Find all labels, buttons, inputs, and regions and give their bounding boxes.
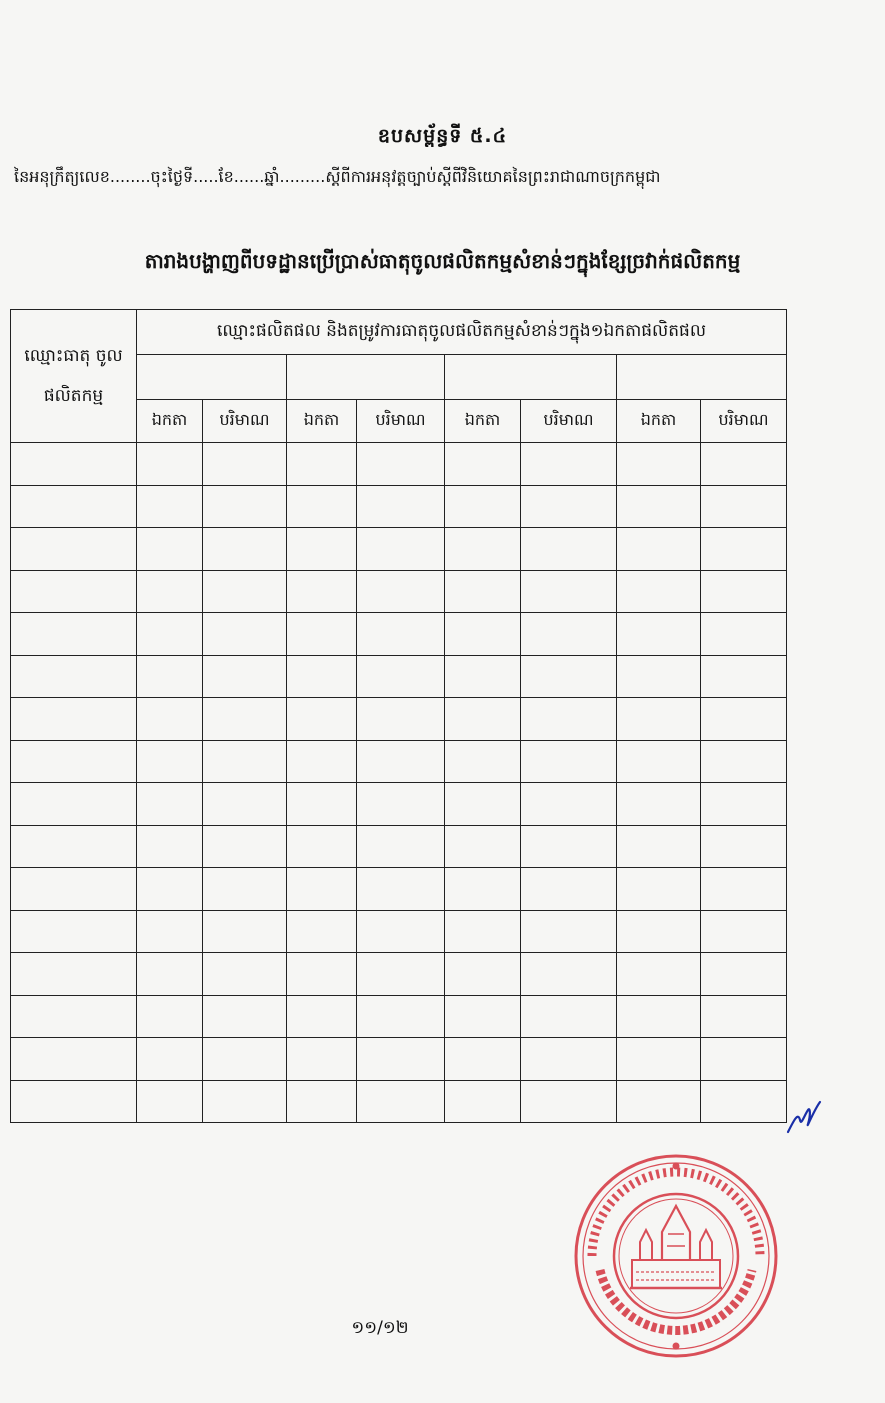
blank-cell xyxy=(521,740,617,783)
blank-cell xyxy=(701,953,787,996)
page-number: ១១/១២ xyxy=(351,1318,409,1338)
blank-cell xyxy=(11,528,137,571)
table-row xyxy=(11,740,787,783)
blank-cell xyxy=(521,910,617,953)
blank-cell xyxy=(357,655,445,698)
table-row xyxy=(11,485,787,528)
input-name-header: ឈ្មោះធាតុ ចូលផលិតកម្ម xyxy=(11,310,137,443)
blank-cell xyxy=(11,825,137,868)
input-usage-table xyxy=(10,309,787,1123)
blank-cell xyxy=(287,740,357,783)
table-row xyxy=(11,570,787,613)
table-row xyxy=(11,1038,787,1081)
blank-cell xyxy=(357,783,445,826)
blank-cell xyxy=(287,910,357,953)
blank-cell xyxy=(357,613,445,656)
table-row xyxy=(11,825,787,868)
blank-cell xyxy=(445,528,521,571)
blank-cell xyxy=(445,825,521,868)
blank-cell xyxy=(11,698,137,741)
blank-cell xyxy=(617,570,701,613)
product-name-cell xyxy=(445,355,617,400)
blank-cell xyxy=(137,825,203,868)
blank-cell xyxy=(617,740,701,783)
annex-title: ឧបសម្ព័ន្ធទី ៥.៤ xyxy=(377,125,508,147)
blank-cell xyxy=(521,1038,617,1081)
blank-cell xyxy=(357,1038,445,1081)
signature-icon xyxy=(784,1098,824,1138)
blank-cell xyxy=(617,613,701,656)
blank-cell xyxy=(137,570,203,613)
blank-cell xyxy=(137,613,203,656)
blank-cell xyxy=(701,910,787,953)
unit-header: ឯកតា xyxy=(617,400,701,443)
blank-cell xyxy=(445,570,521,613)
blank-cell xyxy=(137,443,203,486)
blank-cell xyxy=(11,910,137,953)
product-name-cell xyxy=(617,355,787,400)
blank-cell xyxy=(137,1038,203,1081)
table-row xyxy=(11,528,787,571)
blank-cell xyxy=(521,528,617,571)
blank-cell xyxy=(203,698,287,741)
blank-cell xyxy=(521,995,617,1038)
blank-cell xyxy=(445,655,521,698)
table-row xyxy=(11,953,787,996)
blank-cell xyxy=(701,698,787,741)
blank-cell xyxy=(203,868,287,911)
blank-cell xyxy=(287,995,357,1038)
blank-cell xyxy=(521,698,617,741)
blank-cell xyxy=(287,570,357,613)
blank-cell xyxy=(11,443,137,486)
blank-cell xyxy=(11,740,137,783)
blank-cell xyxy=(357,1080,445,1123)
blank-cell xyxy=(203,528,287,571)
blank-cell xyxy=(287,783,357,826)
blank-cell xyxy=(617,783,701,826)
blank-cell xyxy=(701,825,787,868)
table-row xyxy=(11,995,787,1038)
blank-cell xyxy=(137,783,203,826)
quantity-header: បរិមាណ xyxy=(521,400,617,443)
blank-cell xyxy=(11,485,137,528)
blank-cell xyxy=(11,655,137,698)
blank-cell xyxy=(617,443,701,486)
blank-cell xyxy=(357,910,445,953)
quantity-header: បរិមាណ xyxy=(701,400,787,443)
blank-cell xyxy=(445,443,521,486)
blank-cell xyxy=(203,1038,287,1081)
blank-cell xyxy=(445,783,521,826)
blank-cell xyxy=(445,613,521,656)
blank-cell xyxy=(287,1038,357,1081)
blank-cell xyxy=(357,485,445,528)
blank-cell xyxy=(287,953,357,996)
blank-cell xyxy=(203,783,287,826)
table-title: តារាងបង្ហាញពីបទដ្ឋានប្រើប្រាស់ធាតុចូលផលិតកម្មសំខាន់ៗក្នុងខ្សែច្រវាក់ផលិតកម្ម xyxy=(144,249,741,273)
blank-cell xyxy=(137,953,203,996)
blank-cell xyxy=(287,528,357,571)
blank-cell xyxy=(357,570,445,613)
blank-cell xyxy=(287,613,357,656)
blank-cell xyxy=(137,740,203,783)
blank-cell xyxy=(357,868,445,911)
blank-cell xyxy=(203,443,287,486)
blank-cell xyxy=(521,868,617,911)
blank-cell xyxy=(617,1080,701,1123)
blank-cell xyxy=(521,485,617,528)
blank-cell xyxy=(137,655,203,698)
blank-cell xyxy=(203,825,287,868)
blank-cell xyxy=(521,783,617,826)
blank-cell xyxy=(287,655,357,698)
unit-header: ឯកតា xyxy=(137,400,203,443)
blank-cell xyxy=(617,868,701,911)
blank-cell xyxy=(617,485,701,528)
blank-cell xyxy=(701,1038,787,1081)
blank-cell xyxy=(11,953,137,996)
table-row xyxy=(11,613,787,656)
blank-cell xyxy=(445,1038,521,1081)
table-row xyxy=(11,783,787,826)
blank-cell xyxy=(701,613,787,656)
blank-cell xyxy=(445,995,521,1038)
blank-cell xyxy=(445,868,521,911)
blank-cell xyxy=(445,740,521,783)
blank-cell xyxy=(701,1080,787,1123)
blank-cell xyxy=(701,740,787,783)
blank-cell xyxy=(521,570,617,613)
blank-cell xyxy=(701,528,787,571)
blank-cell xyxy=(11,613,137,656)
blank-cell xyxy=(445,910,521,953)
blank-cell xyxy=(445,698,521,741)
table-row xyxy=(11,910,787,953)
table-row xyxy=(11,868,787,911)
blank-cell xyxy=(521,825,617,868)
blank-cell xyxy=(137,485,203,528)
blank-cell xyxy=(521,613,617,656)
blank-cell xyxy=(203,995,287,1038)
blank-cell xyxy=(287,698,357,741)
blank-cell xyxy=(617,698,701,741)
blank-cell xyxy=(701,995,787,1038)
blank-cell xyxy=(203,740,287,783)
blank-cell xyxy=(287,485,357,528)
quantity-header: បរិមាណ xyxy=(203,400,287,443)
blank-cell xyxy=(203,910,287,953)
blank-cell xyxy=(701,485,787,528)
blank-cell xyxy=(11,570,137,613)
blank-cell xyxy=(137,698,203,741)
blank-cell xyxy=(617,655,701,698)
blank-cell xyxy=(357,825,445,868)
blank-cell xyxy=(11,1038,137,1081)
table-row xyxy=(11,1080,787,1123)
table-row xyxy=(11,443,787,486)
blank-cell xyxy=(137,1080,203,1123)
blank-cell xyxy=(287,1080,357,1123)
blank-cell xyxy=(701,443,787,486)
blank-cell xyxy=(521,953,617,996)
blank-cell xyxy=(137,910,203,953)
blank-cell xyxy=(617,528,701,571)
blank-cell xyxy=(287,443,357,486)
blank-cell xyxy=(203,613,287,656)
blank-cell xyxy=(137,995,203,1038)
blank-cell xyxy=(357,698,445,741)
blank-cell xyxy=(617,953,701,996)
table-row xyxy=(11,655,787,698)
blank-cell xyxy=(137,868,203,911)
blank-cell xyxy=(701,868,787,911)
blank-cell xyxy=(137,528,203,571)
table-row xyxy=(11,698,787,741)
blank-cell xyxy=(521,655,617,698)
blank-cell xyxy=(203,485,287,528)
blank-cell xyxy=(287,868,357,911)
blank-cell xyxy=(701,783,787,826)
blank-cell xyxy=(445,953,521,996)
blank-cell xyxy=(357,443,445,486)
blank-cell xyxy=(203,1080,287,1123)
blank-cell xyxy=(701,570,787,613)
blank-cell xyxy=(203,655,287,698)
blank-cell xyxy=(521,443,617,486)
blank-cell xyxy=(617,1038,701,1081)
annex-reference: នៃអនុក្រឹត្យលេខ........ចុះថ្ងៃទី.....ខែ......ឆ្នាំ.........ស្តីពីការអនុវត្តច្បាប់ស្តីពីវិនិយោគនៃព្រះរាជាណាចក្រកម្ពុជា xyxy=(14,167,661,186)
product-name-cell xyxy=(137,355,287,400)
blank-cell xyxy=(357,953,445,996)
blank-cell xyxy=(617,825,701,868)
quantity-header: បរិមាណ xyxy=(357,400,445,443)
blank-cell xyxy=(617,995,701,1038)
blank-cell xyxy=(445,485,521,528)
blank-cell xyxy=(617,910,701,953)
blank-cell xyxy=(445,1080,521,1123)
blank-cell xyxy=(11,995,137,1038)
unit-header: ឯកតា xyxy=(287,400,357,443)
blank-cell xyxy=(357,528,445,571)
blank-cell xyxy=(287,825,357,868)
blank-cell xyxy=(11,1080,137,1123)
blank-cell xyxy=(357,995,445,1038)
blank-cell xyxy=(521,1080,617,1123)
blank-cell xyxy=(357,740,445,783)
blank-cell xyxy=(203,953,287,996)
blank-cell xyxy=(11,868,137,911)
blank-cell xyxy=(701,655,787,698)
blank-cell xyxy=(11,783,137,826)
product-name-cell xyxy=(287,355,445,400)
blank-cell xyxy=(203,570,287,613)
unit-header: ឯកតា xyxy=(445,400,521,443)
product-group-header: ឈ្មោះផលិតផល និងតម្រូវការធាតុចូលផលិតកម្មសំខាន់ៗក្នុង១ឯកតាផលិតផល xyxy=(137,310,787,355)
